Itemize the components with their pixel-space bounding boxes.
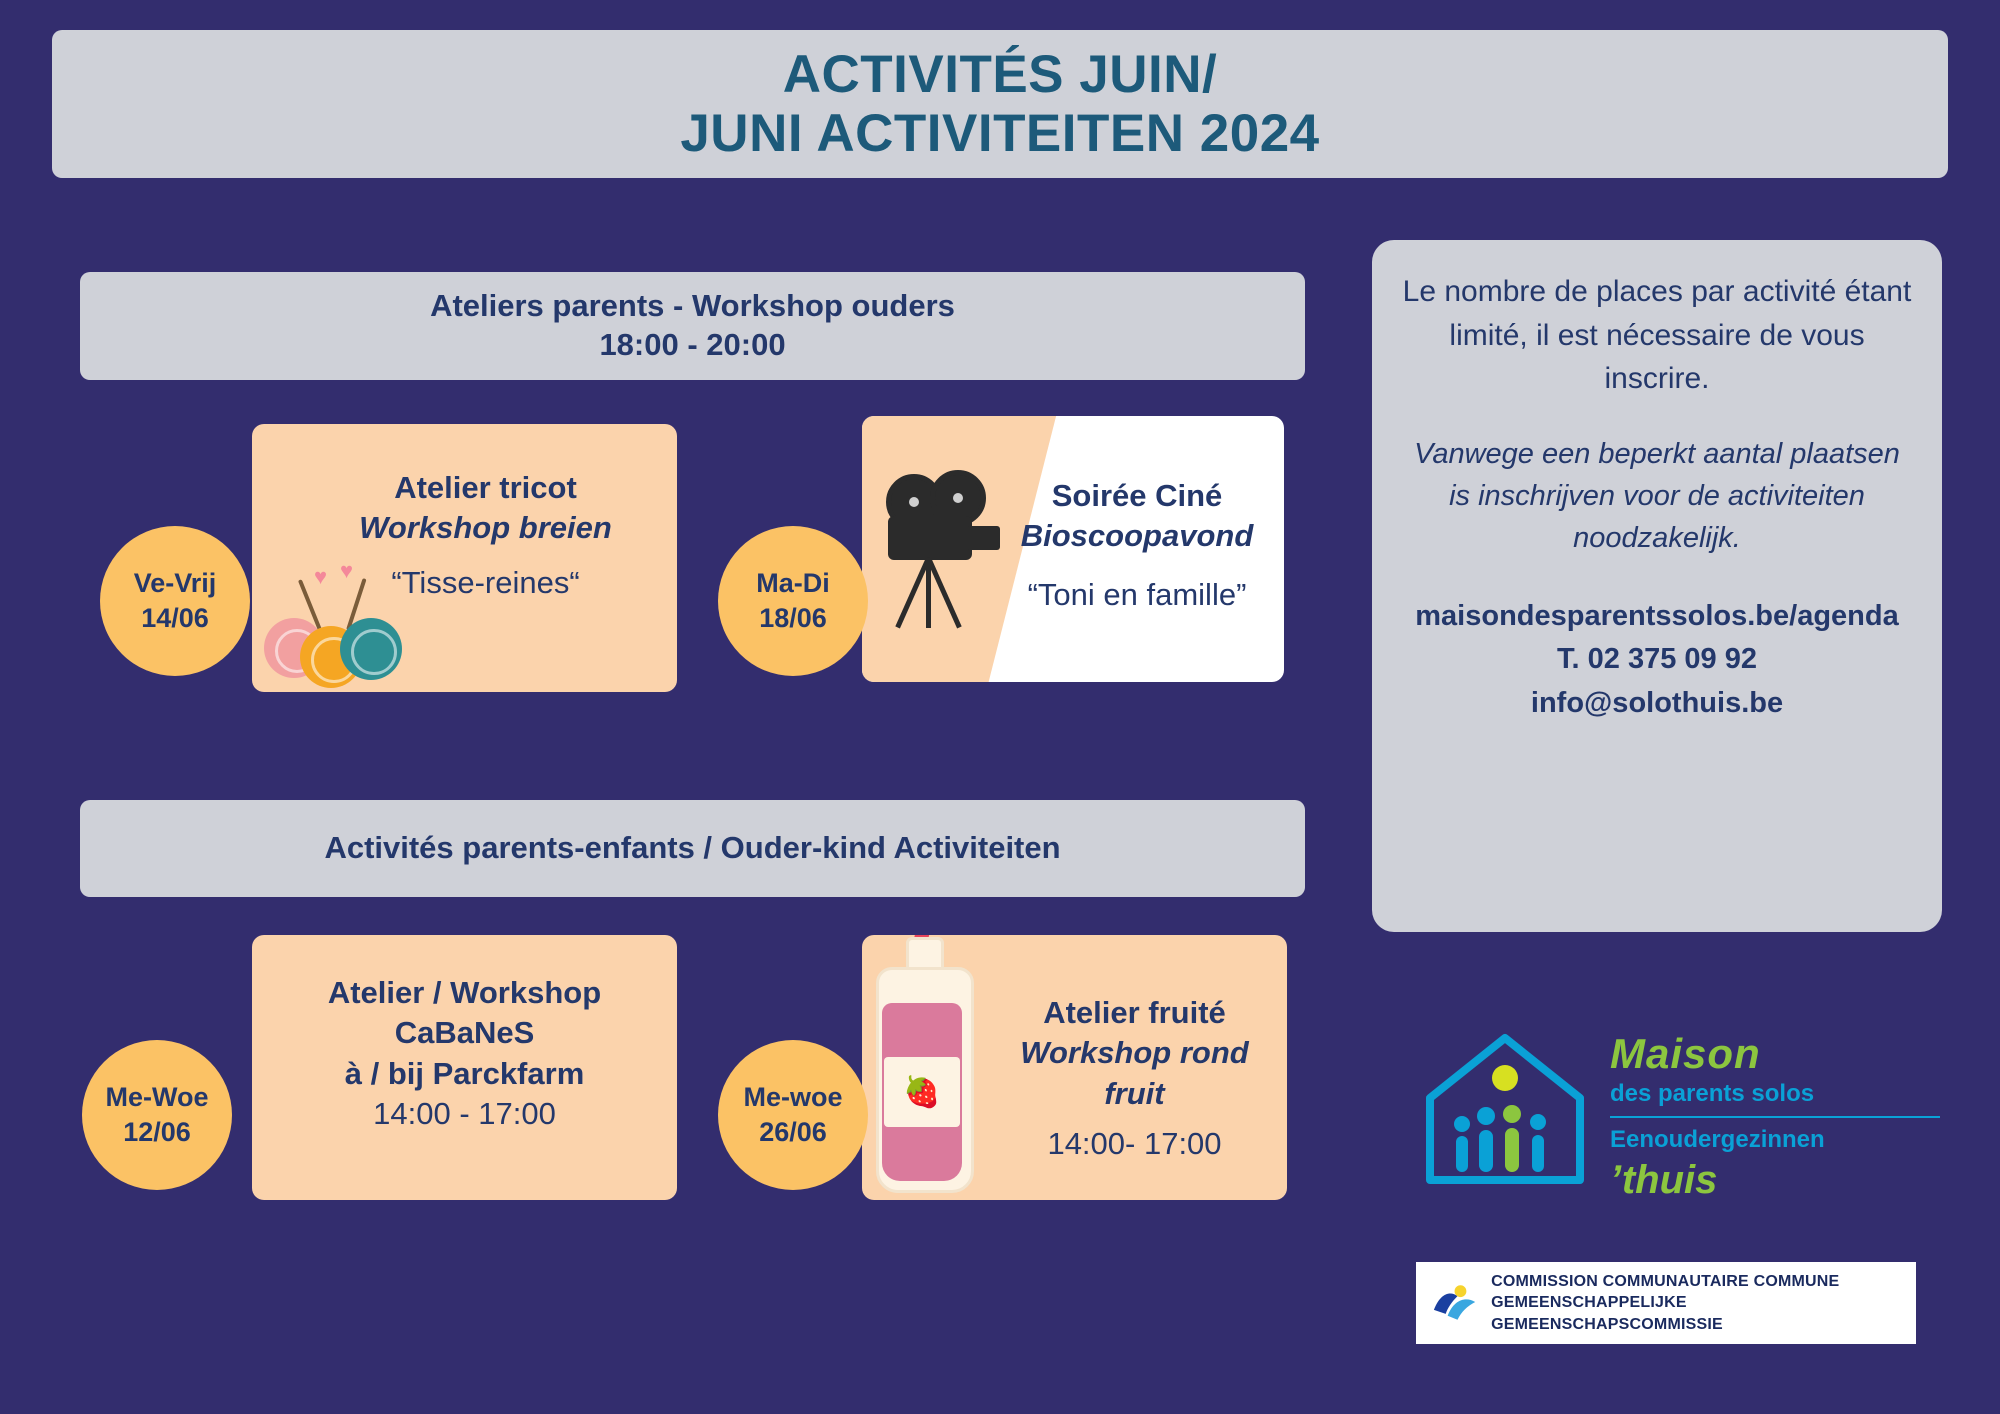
activity-3-line3-c: Parckfarm xyxy=(423,1055,585,1091)
activity-card-tricot xyxy=(252,424,677,692)
house-logo-icon xyxy=(1410,1020,1600,1200)
logo-maison-text: Maison xyxy=(1610,1030,1761,1077)
ccc-text-fr: COMMISSION COMMUNAUTAIRE COMMUNE xyxy=(1491,1272,1840,1290)
date-bubble-activity-4 xyxy=(718,1040,868,1190)
projector-body-icon xyxy=(888,516,972,560)
tripod-leg-icon-3 xyxy=(926,558,931,628)
ccc-logo-text xyxy=(1491,1271,1916,1336)
activity-4-title-nl: Workshop rond fruit xyxy=(1020,1035,1249,1111)
logo-thuis-text: ’thuis xyxy=(1610,1158,1718,1202)
activity-4-title-fr: Atelier fruité xyxy=(1043,995,1226,1030)
smoothie-bottle-icon xyxy=(862,935,1000,1200)
activity-3-line3-a: à / xyxy=(344,1055,388,1091)
activity-card-fruit xyxy=(862,935,1287,1200)
activity-1-subtitle: “Tisse-reines“ xyxy=(391,564,580,600)
date-day-1: Ve-Vrij xyxy=(133,567,217,598)
title-line-1: ACTIVITÉS JUIN/ xyxy=(782,44,1218,104)
strawberry-icon: 🍓 xyxy=(903,1075,941,1109)
activity-3-title-nl: Workshop xyxy=(450,975,602,1010)
contact-block xyxy=(1400,595,1914,726)
date-num-4: 26/06 xyxy=(759,1117,827,1147)
date-num-3: 12/06 xyxy=(123,1117,191,1147)
logo-subtitle-fr: des parents solos xyxy=(1610,1080,1815,1107)
activity-3-line2: CaBaNeS xyxy=(394,1015,535,1051)
heart-icon-2: ♥ xyxy=(340,558,354,583)
info-text-fr: Le nombre de places par activité étant limité, il est nécessaire de vous inscrire. xyxy=(1402,275,1912,395)
knitting-yarn-icon xyxy=(262,558,402,690)
activity-3-title-line xyxy=(282,973,647,1013)
email-address[interactable]: info@solothuis.be xyxy=(1530,686,1784,719)
section-header-parents xyxy=(80,272,1305,380)
tripod-leg-icon-1 xyxy=(926,557,961,628)
ccc-text-nl: GEMEENSCHAPPELIJKE GEMEENSCHAPSCOMMISSIE xyxy=(1491,1294,1723,1333)
ccc-logo xyxy=(1416,1262,1916,1344)
date-num-1: 14/06 xyxy=(141,603,209,633)
page-title xyxy=(52,30,1948,178)
phone-number[interactable]: T. 02 375 09 92 xyxy=(1557,643,1757,676)
section-parents-title: Ateliers parents - Workshop ouders xyxy=(430,288,955,324)
activity-1-title-fr: Atelier tricot xyxy=(394,470,577,505)
activity-card-cabanes xyxy=(252,935,677,1200)
date-num-2: 18/06 xyxy=(759,603,827,633)
activity-2-text xyxy=(1002,476,1272,615)
date-bubble-activity-2 xyxy=(718,526,868,676)
section-family-title: Activités parents-enfants / Ouder-kind Activiteiten xyxy=(324,830,1061,866)
section-parents-time: 18:00 - 20:00 xyxy=(599,327,786,362)
activity-2-title-fr: Soirée Ciné xyxy=(1051,478,1223,513)
film-projector-icon xyxy=(880,458,1010,638)
logo-divider xyxy=(1610,1116,1940,1118)
logo-subtitle-nl: Eenoudergezinnen xyxy=(1610,1126,1825,1153)
title-line-2: JUNI ACTIVITEITEN 2024 xyxy=(680,104,1320,163)
date-day-2: Ma-Di xyxy=(756,567,830,598)
date-day-3: Me-Woe xyxy=(105,1081,209,1112)
activity-4-text xyxy=(992,993,1277,1164)
activity-3-title-fr: Atelier / xyxy=(327,975,451,1010)
info-text-nl: Vanwege een beperkt aantal plaatsen is inschrijven voor de activiteiten noodzakelijk. xyxy=(1414,437,1900,554)
website-link[interactable]: maisondesparentssolos.be/agenda xyxy=(1415,599,1899,632)
activity-3-line3-b: bij xyxy=(387,1055,424,1091)
date-bubble-activity-1 xyxy=(100,526,250,676)
date-day-4: Me-woe xyxy=(743,1081,843,1112)
activity-card-cinema xyxy=(862,416,1284,682)
activity-2-subtitle: “Toni en famille” xyxy=(1027,576,1247,612)
activity-3-time: 14:00 - 17:00 xyxy=(373,1095,556,1131)
date-bubble-activity-3 xyxy=(82,1040,232,1190)
activity-2-title-nl: Bioscoopavond xyxy=(1020,518,1254,554)
activity-3-text xyxy=(282,973,647,1134)
heart-icon-1: ♥ xyxy=(314,564,328,589)
activity-4-time: 14:00- 17:00 xyxy=(1047,1125,1222,1161)
section-header-family xyxy=(80,800,1305,897)
yarn-ball-icon-teal xyxy=(340,618,402,680)
logo-wordmark xyxy=(1610,1030,1940,1203)
registration-info-panel xyxy=(1372,240,1942,932)
organisation-logo xyxy=(1400,1010,1940,1240)
bottle-label-icon xyxy=(884,1057,960,1127)
projector-lens-icon xyxy=(966,526,1000,550)
ccc-emblem-icon xyxy=(1428,1276,1481,1330)
activity-1-title-nl: Workshop breien xyxy=(359,510,612,546)
activity-3-line3 xyxy=(282,1054,647,1094)
